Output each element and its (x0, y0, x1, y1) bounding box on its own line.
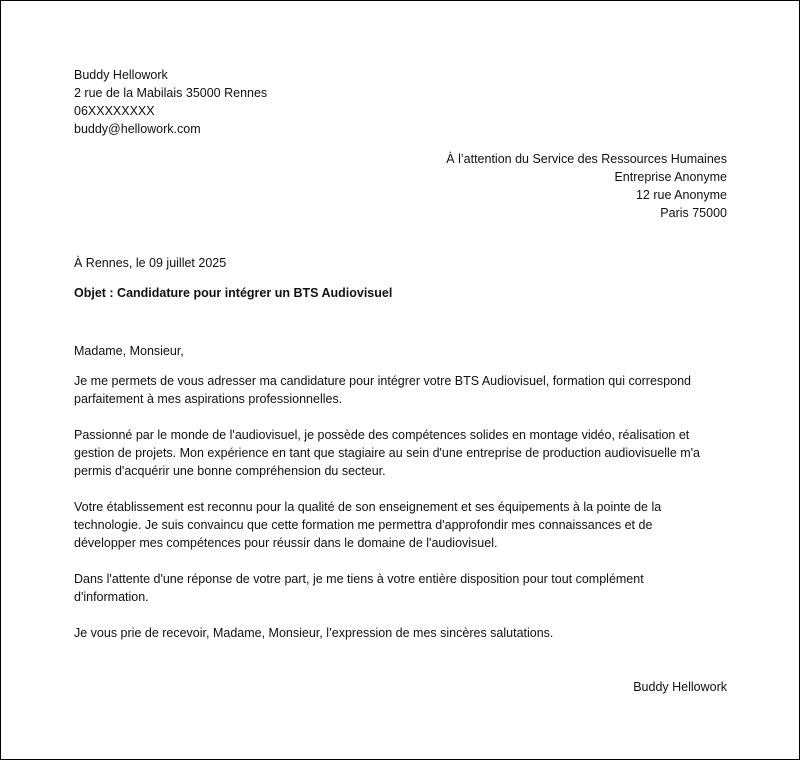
recipient-city: Paris 75000 (660, 206, 727, 220)
paragraph-4-line-2: d'information. (74, 590, 149, 604)
sender-phone: 06XXXXXXXX (74, 104, 155, 118)
paragraph-2-line-3: permis d'acquérir une bonne compréhension du secteur. (74, 464, 386, 478)
sender-name: Buddy Hellowork (74, 68, 168, 82)
paragraph-5-line-1: Je vous prie de recevoir, Madame, Monsieur, l’expression de mes sincères salutations. (74, 626, 554, 640)
salutation: Madame, Monsieur, (74, 344, 184, 358)
sender-email: buddy@hellowork.com (74, 122, 201, 136)
signature-name: Buddy Hellowork (633, 680, 727, 694)
paragraph-2-line-1: Passionné par le monde de l'audiovisuel, je possède des compétences solides en montage vidéo, réalisation et (74, 428, 690, 442)
paragraph-3-line-1: Votre établissement est reconnu pour la qualité de son enseignement et ses équipements à la pointe de la (74, 500, 662, 514)
subject-line: Objet : Candidature pour intégrer un BTS Audiovisuel (74, 286, 393, 300)
paragraph-2-line-2: gestion de projets. Mon expérience en tant que stagiaire au sein d'une entreprise de production audiovisuelle m'a (74, 446, 701, 460)
paragraph-3-line-3: développer mes compétences pour réussir dans le domaine de l'audiovisuel. (74, 536, 498, 550)
paragraph-4-line-1: Dans l'attente d'une réponse de votre part, je me tiens à votre entière disposition pour tout complément (74, 572, 644, 586)
recipient-company: Entreprise Anonyme (614, 170, 727, 184)
paragraph-3-line-2: technologie. Je suis convaincu que cette formation me permettra d'approfondir mes connaissances et de (74, 518, 653, 532)
sender-address: 2 rue de la Mabilais 35000 Rennes (74, 86, 268, 100)
paragraph-1-line-1: Je me permets de vous adresser ma candidature pour intégrer votre BTS Audiovisuel, formation qui correspond (74, 374, 691, 388)
recipient-attention: À l’attention du Service des Ressources Humaines (446, 152, 727, 166)
recipient-street: 12 rue Anonyme (635, 188, 727, 202)
place-date: À Rennes, le 09 juillet 2025 (74, 256, 227, 270)
paragraph-1-line-2: parfaitement à mes aspirations professionnelles. (74, 392, 343, 406)
